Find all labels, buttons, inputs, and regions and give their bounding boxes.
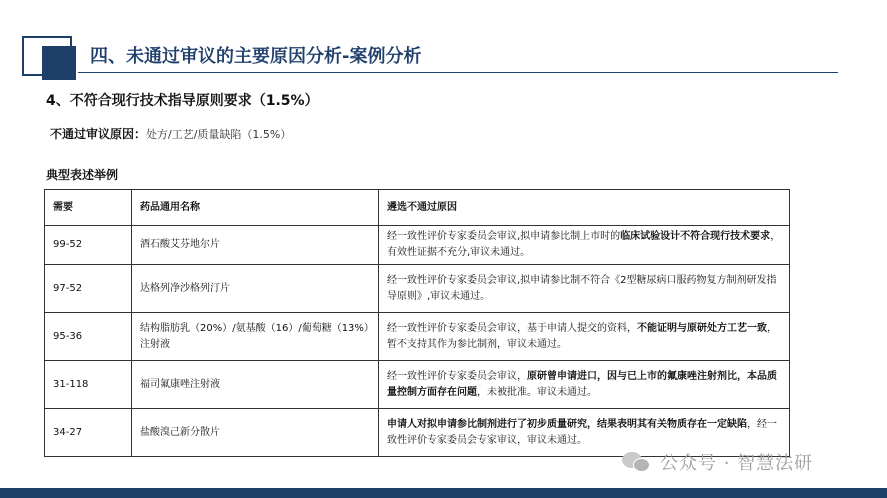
reason-text-bold: 不能证明与原研处方工艺一致: [637, 322, 767, 334]
wechat-icon: [622, 450, 652, 474]
cell-reason: [379, 361, 790, 409]
title-underline: [78, 72, 838, 73]
reason-line: [50, 125, 291, 142]
cell-id: 99-52: [45, 226, 132, 265]
table-header-row: [45, 190, 790, 226]
footer-bar: [0, 488, 887, 498]
reason-text-bold: 原研曾申请进口，因与已上市的氟康唑注射剂比，本品质量控制方面存在问题: [387, 370, 777, 398]
column-header-reason: 遴选不通过原因: [379, 190, 790, 226]
page-title: 四、未通过审议的主要原因分析-案例分析: [90, 46, 422, 67]
cell-id: 97-52: [45, 265, 132, 313]
reason-value: 处方/工艺/质量缺陷（1.5%）: [146, 128, 292, 141]
cell-drug-name: 达格列净沙格列汀片: [132, 265, 379, 313]
title-decoration-square: [42, 46, 76, 80]
table-row: [45, 265, 790, 313]
cell-id: 31-118: [45, 361, 132, 409]
watermark: [622, 449, 813, 475]
cell-id: 95-36: [45, 313, 132, 361]
reason-text: 经一致性评价专家委员会审议,拟申请参比制不符合《2型糖尿病口服药物复方制剂研发指导原则》,审议未通过。: [387, 274, 777, 302]
table-row: [45, 226, 790, 265]
cell-reason: [379, 265, 790, 313]
reason-text: 经一致性评价专家委员会审议，基于申请人提交的资料，: [387, 322, 637, 334]
reason-text: 经一致性评价专家委员会审议,拟申请参比制上市时的: [387, 231, 621, 242]
reason-text: 经一致性评价专家委员会审议，: [387, 370, 527, 382]
cell-drug-name: 福司氟康唑注射液: [132, 361, 379, 409]
watermark-text: 公众号 · 智慧法研: [660, 453, 814, 474]
cell-reason: [379, 313, 790, 361]
cell-id: 34-27: [45, 409, 132, 457]
cases-table: [44, 189, 790, 457]
reason-text: ，暂不支持其作为参比制剂，审议未通过。: [387, 322, 777, 350]
cell-drug-name: 结构脂肪乳（20%）/氨基酸（16）/葡萄糖（13%）注射液: [132, 313, 379, 361]
column-header-drug-name: 药品通用名称: [132, 190, 379, 226]
column-header-id: 需要: [45, 190, 132, 226]
table-row: [45, 313, 790, 361]
reason-text: ，未被批准。审议未通过。: [477, 386, 597, 398]
cell-reason: [379, 226, 790, 265]
table-row: [45, 361, 790, 409]
reason-text-bold: 临床试验设计不符合现行技术要求: [620, 231, 771, 242]
reason-label: 不通过审议原因：: [50, 127, 147, 141]
reason-text-bold: 申请人对拟申请参比制剂进行了初步质量研究，结果表明其有关物质存在一定缺陷: [387, 418, 747, 430]
section-heading: 4、不符合现行技术指导原则要求（1.5%）: [46, 93, 319, 109]
cell-drug-name: 酒石酸艾芬地尔片: [132, 226, 379, 265]
reason-text: ，经一致性评价专家委员会专家审议，审议未通过。: [387, 418, 777, 446]
reason-text: ，有效性证据不充分,审议未通过。: [387, 231, 781, 258]
examples-heading: 典型表述举例: [46, 168, 119, 182]
cell-drug-name: 盐酸溴己新分散片: [132, 409, 379, 457]
